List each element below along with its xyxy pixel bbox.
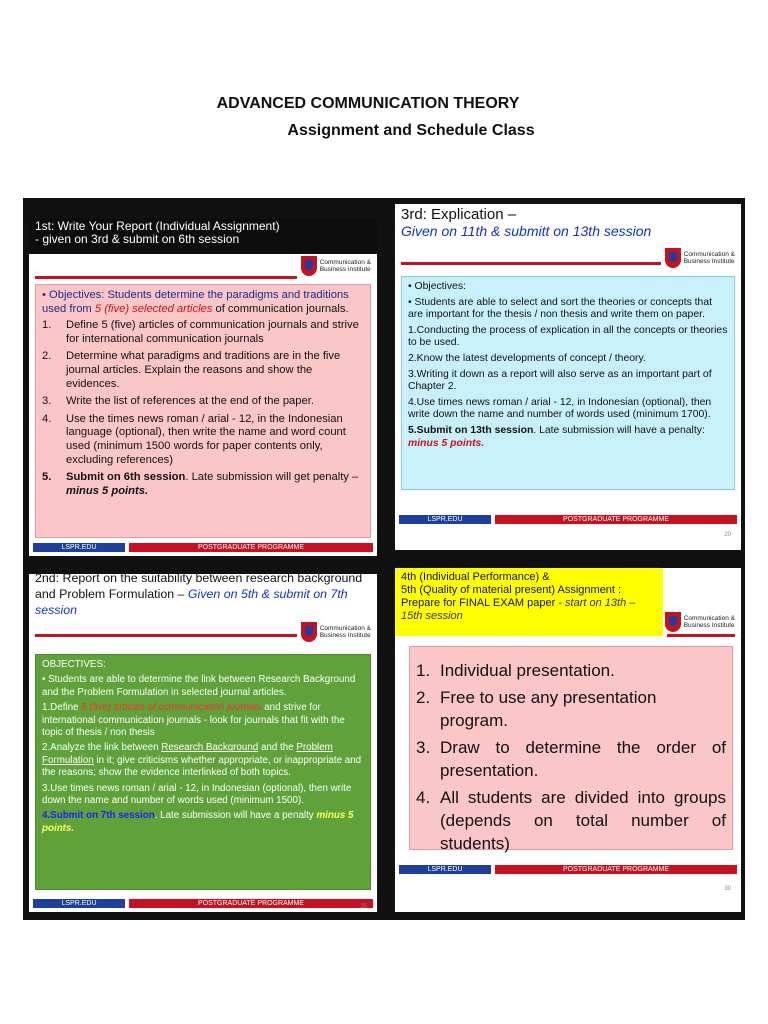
list-item: 2.Analyze the link between Research Background and the Problem Formulation in it; give criticisms whether appropriate, or inappropriate and the reasons; show the evidence interlinked of both topics. xyxy=(42,742,362,779)
slide2-content-box xyxy=(401,276,735,490)
slide4-header-line1: 4th (Individual Performance) & xyxy=(401,571,550,583)
document-subtitle: Assignment and Schedule Class xyxy=(287,122,535,139)
slide1-header-line2: - given on 3rd & submit on 6th session xyxy=(35,232,240,246)
divider-line xyxy=(667,634,735,637)
slide4-header-line2: 5th (Quality of material present) Assignment : xyxy=(401,584,622,596)
logo-text-line1: Communication & xyxy=(319,259,371,266)
list-item: 2. Free to use any presentation program. xyxy=(416,688,657,730)
list-item: 1.Conducting the process of explication in all the concepts or theories to be used. xyxy=(408,324,728,349)
lspr-shield-icon xyxy=(665,612,681,632)
slide-page-number: 25 xyxy=(360,904,367,910)
list-item: 2. Determine what paradigms and traditions are in the five journal articles. Explain the reasons and show the evidences. xyxy=(42,350,341,390)
footer-lspr: LSPR.EDU xyxy=(33,543,125,552)
slide-final-exam xyxy=(395,568,741,912)
footer-lspr: LSPR.EDU xyxy=(399,515,491,524)
slide4-header xyxy=(395,568,663,636)
slide4-list xyxy=(416,659,726,855)
slide-individual-assignment xyxy=(29,218,377,556)
slide-footer xyxy=(29,899,377,908)
footer-programme: POSTGRADUATE PROGRAMME xyxy=(495,515,737,524)
list-item: 1.Define 5 (five) articles of communication journals and strive for international communication journals - look for journals that fit with the topic of thesis / non thesis xyxy=(42,702,345,739)
slide3-content-box xyxy=(35,654,371,890)
list-item: 1. Individual presentation. xyxy=(416,661,615,680)
logo-text-line1: Communication & xyxy=(683,251,735,258)
footer-lspr: LSPR.EDU xyxy=(33,899,125,908)
slide1-list xyxy=(42,319,364,498)
slide2-objectives: • Objectives: xyxy=(408,281,466,292)
slide1-header xyxy=(29,218,377,254)
footer-lspr: LSPR.EDU xyxy=(399,865,491,874)
list-item: 3. Write the list of references at the end of the paper. xyxy=(42,395,314,408)
list-item: 4.Use times news roman / arial - 12, in Indonesian (optional), then write down the name and number of words used (minimum 1700). xyxy=(408,396,712,421)
institute-logo xyxy=(665,612,735,632)
slide2-header-line1: 3rd: Explication – xyxy=(401,206,517,223)
slide-footer xyxy=(395,515,741,524)
list-item: 4. All students are divided into groups (depends on total number of students) xyxy=(416,788,726,853)
slide-collage xyxy=(23,198,745,920)
list-item: 3.Writing it down as a report will also serve as an important part of Chapter 2. xyxy=(408,368,712,393)
list-item: 4.Submit on 7th session. Late submission will have a penalty minus 5 points. xyxy=(42,810,354,834)
lspr-shield-icon xyxy=(301,622,317,642)
slide-footer xyxy=(29,543,377,552)
slide4-header-line3: Prepare for FINAL EXAM paper - start on 13th – 15th session xyxy=(401,597,636,622)
divider-line xyxy=(401,262,661,265)
list-item: 2.Know the latest developments of concept / theory. xyxy=(408,352,646,364)
logo-text-line1: Communication & xyxy=(683,615,735,622)
list-item: 1. Define 5 (five) articles of communication journals and strive for international communication journals xyxy=(42,319,359,345)
slide3-header-line1: 2nd: Report on the suitability between research background xyxy=(35,574,363,585)
logo-text-line1: Communication & xyxy=(319,625,371,632)
divider-line xyxy=(35,276,297,279)
slide3-header-line2: and Problem Formulation – Given on 5th & submit on 7th session xyxy=(35,587,348,617)
footer-programme: POSTGRADUATE PROGRAMME xyxy=(495,865,737,874)
logo-text-line2: Business Institute xyxy=(683,622,735,629)
slide3-objectives: OBJECTIVES: xyxy=(42,659,106,670)
lspr-shield-icon xyxy=(665,248,681,268)
list-item: 5.Submit on 13th session. Late submission will have a penalty: minus 5 points. xyxy=(408,424,705,449)
footer-programme: POSTGRADUATE PROGRAMME xyxy=(129,543,373,552)
slide-footer xyxy=(395,865,741,874)
slide1-header-line1: 1st: Write Your Report (Individual Assignment) xyxy=(35,219,280,233)
list-item: 3. Draw to determine the order of presentation. xyxy=(416,738,726,780)
divider-line xyxy=(35,634,297,637)
slide4-content-box xyxy=(409,646,733,853)
slide2-header-line2: Given on 11th & submitt on 13th session xyxy=(401,223,652,239)
slide-page-number: 20 xyxy=(724,532,731,538)
slide3-header xyxy=(29,574,377,620)
slide2-header xyxy=(395,204,741,241)
list-item: 5. Submit on 6th session. Late submission will get penalty – minus 5 points. xyxy=(42,471,359,497)
logo-text-line2: Business Institute xyxy=(683,258,735,265)
list-item: 4. Use the times news roman / arial - 12, in the Indonesian language (optional), then write the name and word count used (minimum 1500 words for paper contents only, excluding references) xyxy=(42,412,346,466)
slide1-content-box xyxy=(35,284,371,538)
list-item: 3.Use times news roman / arial - 12, in Indonesian (optional), then write down the name and number of words used (minimum 1500). xyxy=(42,782,352,807)
slide-page-number: 30 xyxy=(724,886,731,892)
slide1-objective: • Objectives: Students determine the paradigms and traditions used from 5 (five) selected articles of communication journals. xyxy=(42,289,349,315)
slide2-bullet: • Students are able to select and sort the theories or concepts that are important for the thesis / non thesis and write them on paper. xyxy=(408,296,712,321)
slide-report-suitability xyxy=(29,574,377,912)
logo-text-line2: Business Institute xyxy=(319,266,371,273)
institute-logo xyxy=(665,248,735,268)
institute-logo xyxy=(301,256,371,276)
lspr-shield-icon xyxy=(301,256,317,276)
document-title: ADVANCED COMMUNICATION THEORY xyxy=(216,95,520,112)
footer-programme: POSTGRADUATE PROGRAMME xyxy=(129,899,373,908)
slide-explication xyxy=(395,204,741,550)
logo-text-line2: Business Institute xyxy=(319,632,371,639)
slide3-bullet: • Students are able to determine the link between Research Background and the Problem Formulation in selected journal articles. xyxy=(42,674,356,698)
institute-logo xyxy=(301,622,371,642)
